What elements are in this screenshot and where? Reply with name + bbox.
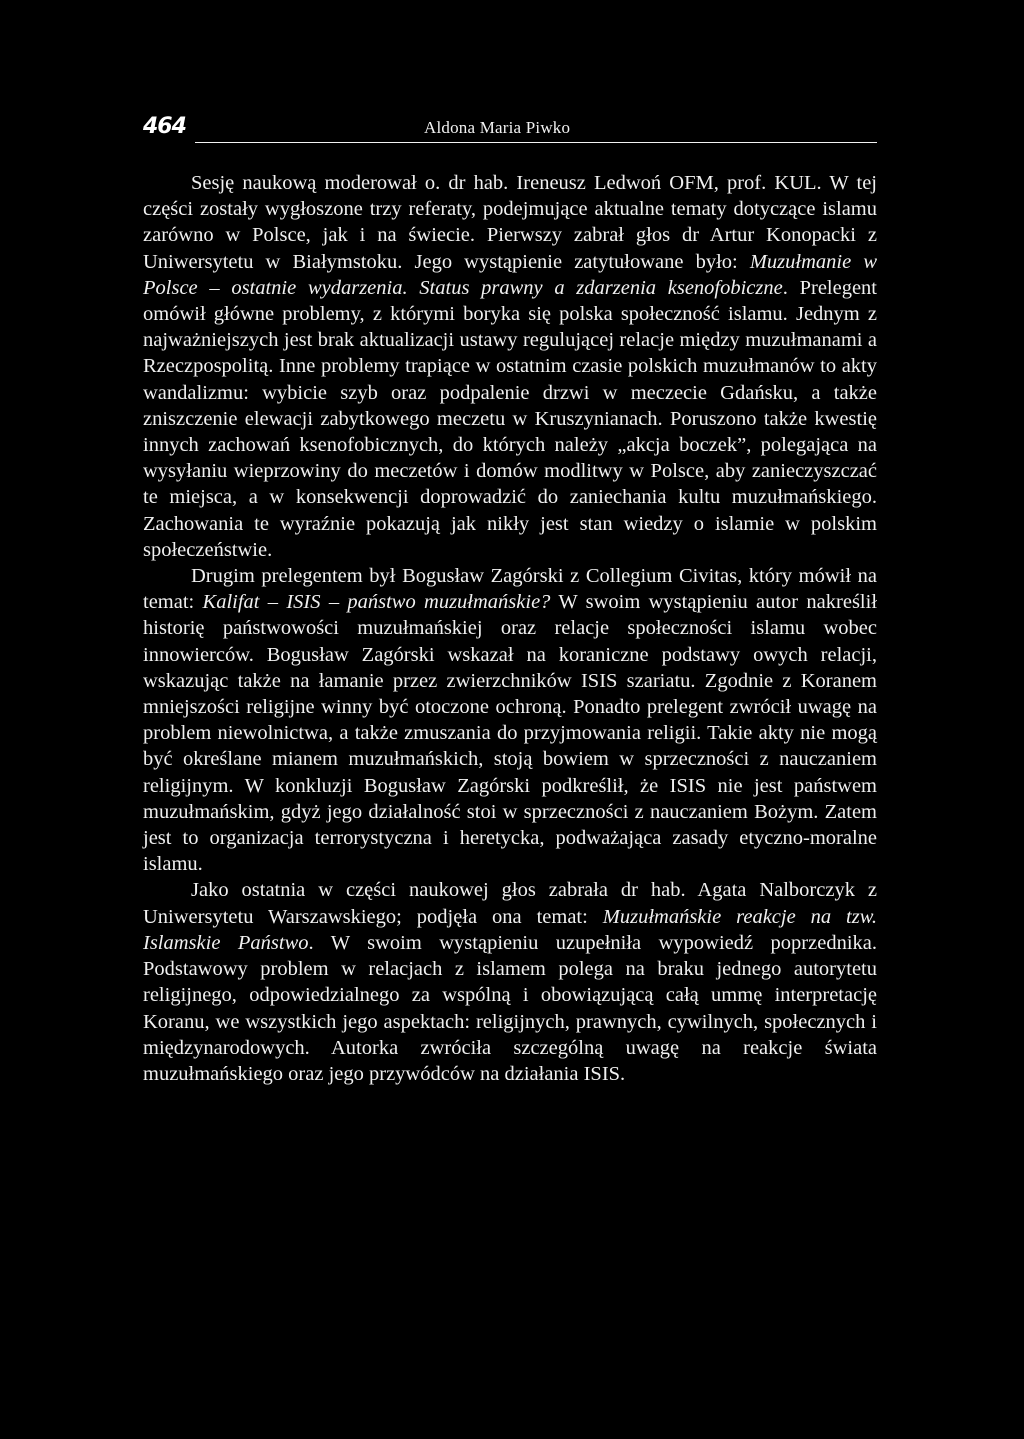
text-run: Drugim prelegentem był Bogusław Zagórski z Collegium Civitas, który mówił na temat: <box>143 565 877 614</box>
paragraph-1 <box>143 170 877 563</box>
paragraph-3 <box>143 877 877 1087</box>
italic-title-run: Kalifat – ISIS – państwo muzułmańskie? <box>202 591 551 614</box>
body-text <box>143 170 877 1087</box>
text-run: Jako ostatnia w części naukowej głos zabrała dr hab. Agata Nalborczyk z Uniwersytetu Warszawskiego; podjęła ona temat: <box>143 879 877 928</box>
text-run: . Prelegent omówił główne problemy, z którymi boryka się polska społeczność islamu. Jednym z najważniejszych jest brak aktualizacji ustawy regulującej relacje między muzułmanami a Rzeczpospolitą. Inne problemy trapiące w ostatnim czasie polskich muzułmanów to akty wandalizmu: wybicie szyb oraz podpalenie drzwi w meczecie Gdańsku, a także zniszczenie elewacji zabytkowego meczetu w Kruszynianach. Poruszono także kwestię innych zachowań ksenofobicznych, do których należy „akcja boczek”, polegająca na wysyłaniu wieprzowiny do meczetów i domów modlitwy w Polsce, aby zanieczyszczać te miejsca, a w konsekwencji doprowadzić do zaniechania kultu muzułmańskiego. Zachowania te wyraźnie pokazują jak nikły jest stan wiedzy o islamie w polskim społeczeństwie. <box>143 276 878 561</box>
text-run: W swoim wystąpieniu autor nakreślił historię państwowości muzułmańskiej oraz relacje społeczności islamu wobec innowierców. Bogusław Zagórski wskazał na koraniczne podstawy owych relacji, wskazując także na łamanie przez zwierzchników ISIS szariatu. Zgodnie z Koranem mniejszości religijne winny być otoczone ochroną. Ponadto prelegent zwrócił uwagę na problem niewolnictwa, a także zmuszania do przyjmowania religii. Takie akty nie mogą być określane mianem muzułmańskich, stoją bowiem w sprzeczności z nauczaniem religijnym. W konkluzji Bogusław Zagórski podkreślił, że ISIS nie jest państwem muzułmańskim, gdyż jego działalność stoi w sprzeczności z nauczaniem Bożym. Zatem jest to organizacja terrorystyczna i heretycka, podważająca zasady etyczno-moralne islamu. <box>143 591 878 876</box>
running-head: Aldona Maria Piwko <box>424 118 571 137</box>
page-header <box>143 112 877 144</box>
italic-title-run: Muzułmanie w Polsce – ostatnie wydarzenia. Status prawny a zdarzenia ksenofobiczne <box>143 250 877 299</box>
paragraph-2 <box>143 563 877 877</box>
text-run: . W swoim wystąpieniu uzupełniła wypowiedź poprzednika. Podstawowy problem w relacjach z islamem polega na braku jednego autorytetu religijnego, odpowiedzialnego za wspólną i obowiązującą całą ummę interpretację Koranu, we wszystkich jego aspektach: religijnych, prawnych, cywilnych, społecznych i międzynarodowych. Autorka zwróciła szczególną uwagę na reakcje świata muzułmańskiego oraz jego przywódców na działania ISIS. <box>143 931 877 1085</box>
italic-title-run: Muzułmańskie reakcje na tzw. Islamskie Państwo <box>143 905 878 954</box>
page-number: 464 <box>143 114 186 139</box>
header-rule <box>195 142 877 143</box>
text-run: Sesję naukową moderował o. dr hab. Ireneusz Ledwoń OFM, prof. KUL. W tej części zostały wygłoszone trzy referaty, podejmujące aktualne tematy dotyczące islamu zarówno w Polsce, jak i na świecie. Pierwszy zabrał głos dr Artur Konopacki z Uniwersytetu w Białymstoku. Jego wystąpienie zatytułowane było: <box>143 172 877 273</box>
